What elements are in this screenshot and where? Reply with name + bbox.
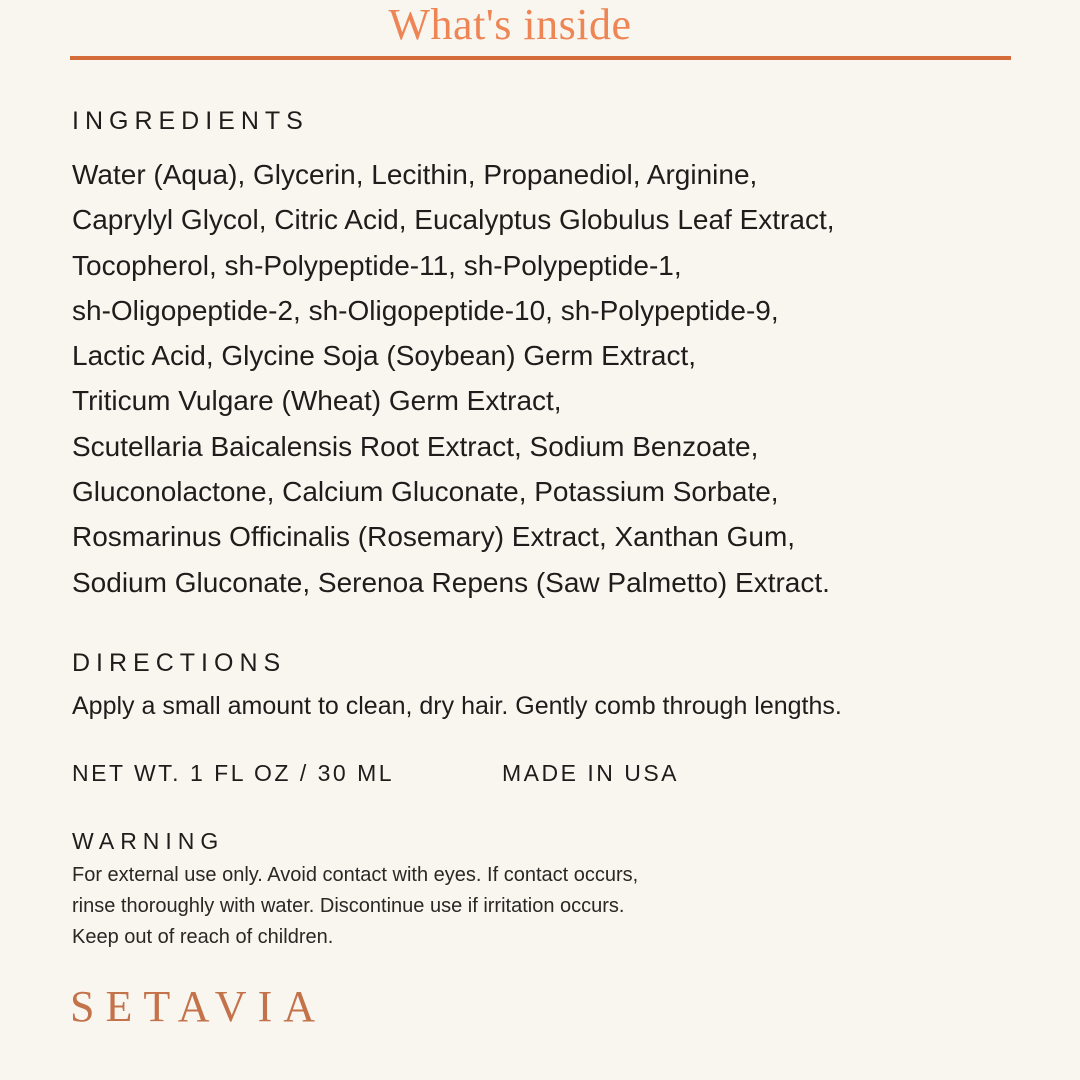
product-info-row — [72, 758, 680, 788]
ingredients-line: Rosmarinus Officinalis (Rosemary) Extract, Xanthan Gum, — [72, 521, 796, 553]
ingredients-heading: INGREDIENTS — [72, 107, 309, 135]
brand-logo: SETAVIA — [70, 982, 327, 1031]
ingredients-line: Triticum Vulgare (Wheat) Germ Extract, — [72, 385, 562, 417]
warning-text — [72, 860, 638, 953]
ingredients-line: Lactic Acid, Glycine Soja (Soybean) Germ Extract, — [72, 340, 697, 372]
origin-label: MADE IN USA — [502, 760, 680, 786]
warning-heading: WARNING — [72, 828, 225, 854]
warning-line: Keep out of reach of children. — [72, 926, 334, 948]
ingredients-line: Sodium Gluconate, Serenoa Repens (Saw Palmetto) Extract. — [72, 566, 830, 598]
ingredients-line: Tocopherol, sh-Polypeptide-11, sh-Polypeptide-1, — [72, 249, 682, 281]
warning-line: For external use only. Avoid contact with eyes. If contact occurs, — [72, 864, 639, 886]
net-weight: NET WT. 1 FL OZ / 30 ML — [72, 760, 395, 786]
ingredients-line: Water (Aqua), Glycerin, Lecithin, Propanediol, Arginine, — [72, 159, 758, 190]
title-divider — [70, 56, 1011, 60]
ingredients-line: sh-Oligopeptide-2, sh-Oligopeptide-10, sh-Polypeptide-9, — [72, 294, 779, 326]
page-title: What's inside — [388, 0, 632, 49]
ingredients-line: Gluconolactone, Calcium Gluconate, Potassium Sorbate, — [72, 476, 779, 508]
ingredients-list — [72, 152, 1032, 605]
directions-text: Apply a small amount to clean, dry hair. Gently comb through lengths. — [72, 692, 842, 720]
directions-heading: DIRECTIONS — [72, 649, 287, 677]
warning-line: rinse thoroughly with water. Discontinue use if irritation occurs. — [72, 895, 625, 917]
ingredients-line: Scutellaria Baicalensis Root Extract, Sodium Benzoate, — [72, 430, 759, 462]
ingredients-line: Caprylyl Glycol, Citric Acid, Eucalyptus Globulus Leaf Extract, — [72, 204, 835, 236]
